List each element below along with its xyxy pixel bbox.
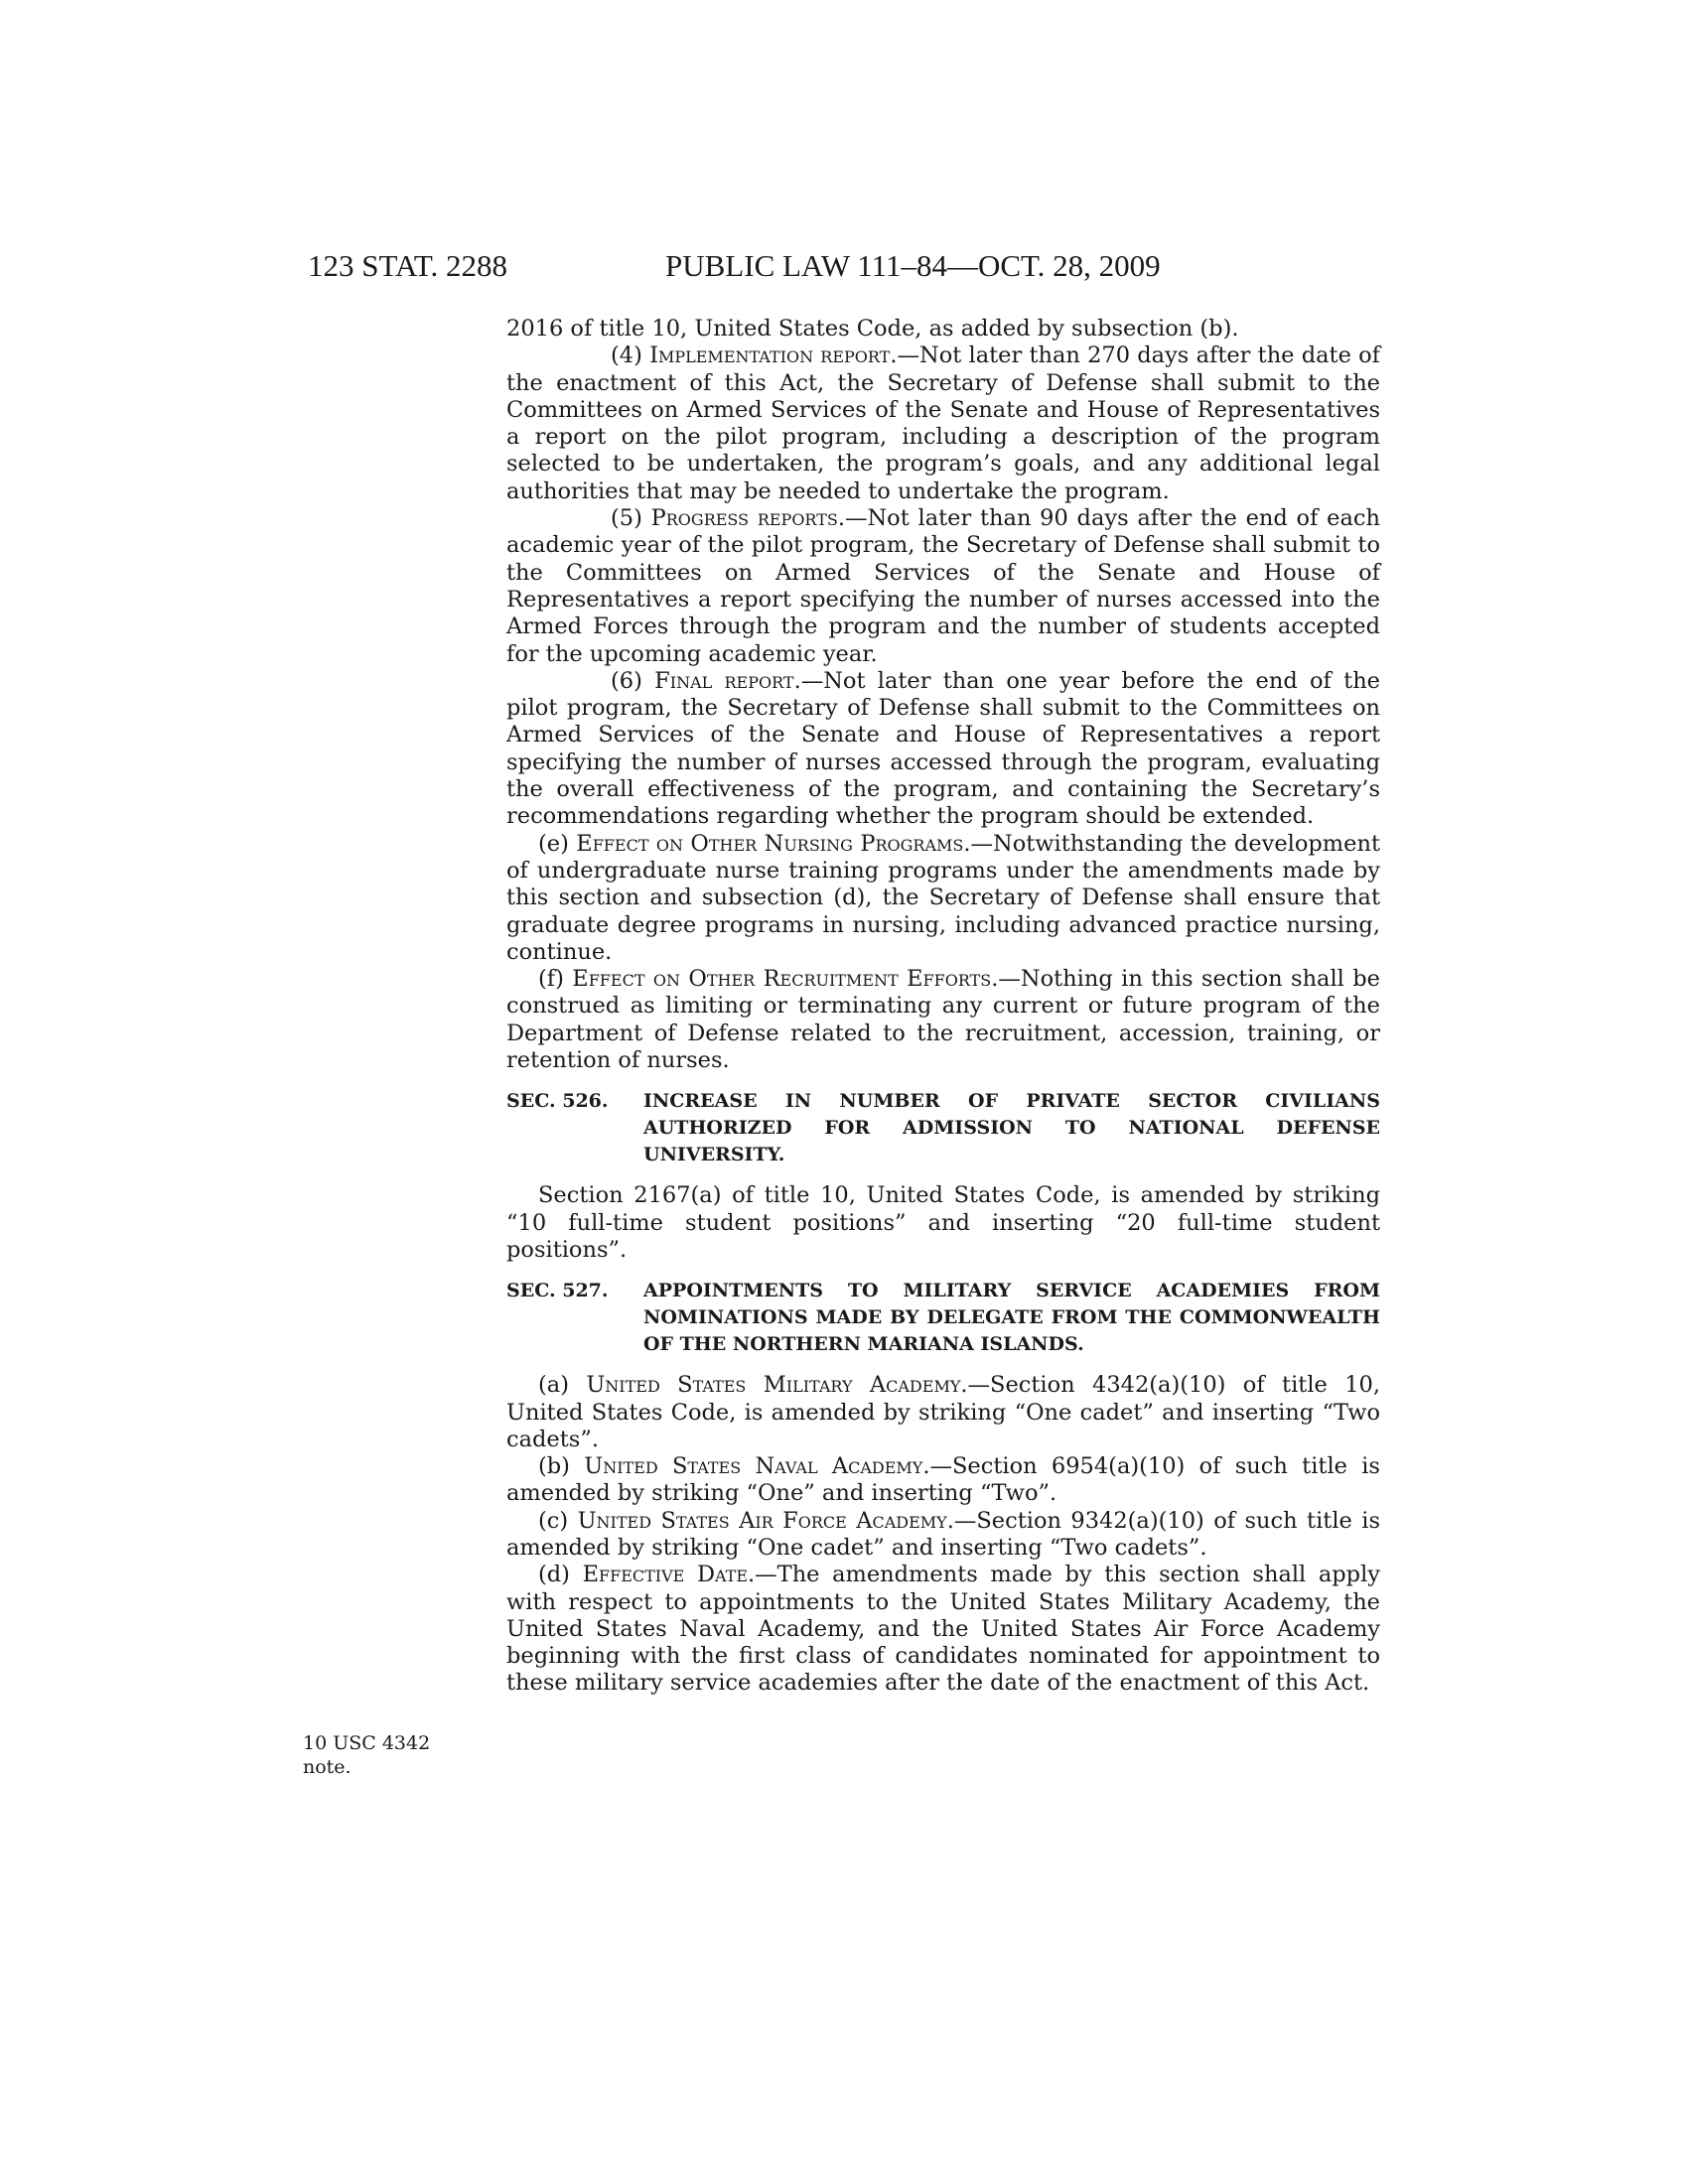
subsection-number: (c) [538, 1507, 578, 1534]
paragraph-implementation-report [506, 342, 1380, 505]
section-526-heading [506, 1088, 1380, 1168]
subsection-text: .—Nothing in this section shall be construed as limiting or terminating any current or future program of the Department of Defense related to the recruitment, accession, training, or retention of nurses. [506, 966, 1380, 1074]
subsection-number: (f) [538, 966, 573, 993]
paragraph-text: .—Not later than one year before the end of the pilot program, the Secretary of Defense shall submit to the Committees on Armed Services of the Senate and House of Representatives a report specifying the number of nurses accessed through the program, evaluating the overall effectiveness of the program, and containing the Secretary’s recommendations regarding whether the program should be extended. [506, 667, 1380, 830]
subsection-heading: Effect on Other Recruitment Efforts [572, 966, 992, 993]
section-number: SEC. 527. [506, 1280, 609, 1302]
subsection-text: .—Section 6954(a)(10) of such title is amended by striking “One” and inserting “Two”. [506, 1453, 1380, 1507]
subsection-number: (e) [538, 830, 577, 857]
paragraph-heading: Progress reports [650, 505, 838, 532]
section-526-text: Section 2167(a) of title 10, United States Code, is amended by striking “10 full-time student positions” and inserting “20 full-time student positions”. [506, 1182, 1380, 1263]
paragraph-text: .—Not later than 270 days after the date of the enactment of this Act, the Secretary of Defense shall submit to the Committees on Armed Services of the Senate and House of Representatives a report on the pilot program, including a description of the program selected to be undertaken, the program’s goals, and any additional legal authorities that may be needed to undertake the program. [506, 342, 1380, 504]
section-title: INCREASE IN NUMBER OF PRIVATE SECTOR CIVILIANS AUTHORIZED FOR ADMISSION TO NATIONAL DEFENSE UNIVERSITY. [643, 1090, 1380, 1166]
paragraph-heading: Implementation report [649, 342, 891, 369]
section-title: APPOINTMENTS TO MILITARY SERVICE ACADEMIES FROM NOMINATIONS MADE BY DELEGATE FROM THE COMMONWEALTH OF THE NORTHERN MARIANA ISLANDS. [643, 1280, 1380, 1356]
section-number: SEC. 526. [506, 1090, 609, 1113]
subsection-number: (d) [538, 1562, 583, 1588]
subsection-b [506, 1453, 1380, 1508]
paragraph-final-report [506, 668, 1380, 831]
section-527-heading [506, 1278, 1380, 1358]
subsection-d [506, 1562, 1380, 1697]
subsection-text: .—Section 9342(a)(10) of such title is amended by striking “One cadet” and inserting “Two cadets”. [506, 1507, 1380, 1561]
subsection-f [506, 966, 1380, 1074]
subsection-heading: Effective Date [582, 1562, 749, 1588]
paragraph-heading: Final report [654, 667, 794, 694]
subsection-number: (b) [538, 1453, 585, 1480]
paragraph-text: .—Not later than 90 days after the end of each academic year of the pilot program, the Secretary of Defense shall submit to the Committees on Armed Services of the Senate and House of Representatives a report specifying the number of nurses accessed into the Armed Forces through the program and the number of students accepted for the upcoming academic year. [506, 505, 1380, 667]
public-law-reference: PUBLIC LAW 111–84—OCT. 28, 2009 [665, 248, 1161, 283]
paragraph-number: (5) [611, 505, 651, 532]
paragraph-number: (6) [611, 667, 655, 694]
subsection-e [506, 831, 1380, 966]
body-text [506, 316, 1380, 1698]
subsection-a [506, 1372, 1380, 1453]
margin-note-label: note. [303, 1756, 352, 1778]
margin-note [303, 1731, 442, 1779]
subsection-heading: United States Air Force Academy [577, 1507, 947, 1534]
paragraph-continuation: 2016 of title 10, United States Code, as added by subsection (b). [506, 316, 1239, 341]
subsection-heading: Effect on Other Nursing Programs [576, 830, 964, 857]
subsection-c [506, 1508, 1380, 1563]
statute-reference: 123 STAT. 2288 [308, 248, 508, 283]
margin-note-citation: 10 USC 4342 [303, 1732, 431, 1754]
paragraph-number: (4) [611, 342, 650, 369]
paragraph-progress-reports [506, 505, 1380, 668]
subsection-number: (a) [538, 1372, 587, 1399]
subsection-text: .—The amendments made by this section shall apply with respect to appointments to the United States Military Academy, the United States Naval Academy, and the United States Air Force Academy beginning with the first class of candidates nominated for appointment to these military service academies after the date of the enactment of this Act. [506, 1562, 1380, 1697]
subsection-text: .—Section 4342(a)(10) of title 10, United States Code, is amended by striking “One cadet” and inserting “Two cadets”. [506, 1372, 1380, 1452]
subsection-text: .—Notwithstanding the development of undergraduate nurse training programs under the amendments made by this section and subsection (d), the Secretary of Defense shall ensure that graduate degree programs in nursing, including advanced practice nursing, continue. [506, 830, 1380, 965]
subsection-heading: United States Military Academy [586, 1372, 961, 1399]
subsection-heading: United States Naval Academy [584, 1453, 923, 1480]
